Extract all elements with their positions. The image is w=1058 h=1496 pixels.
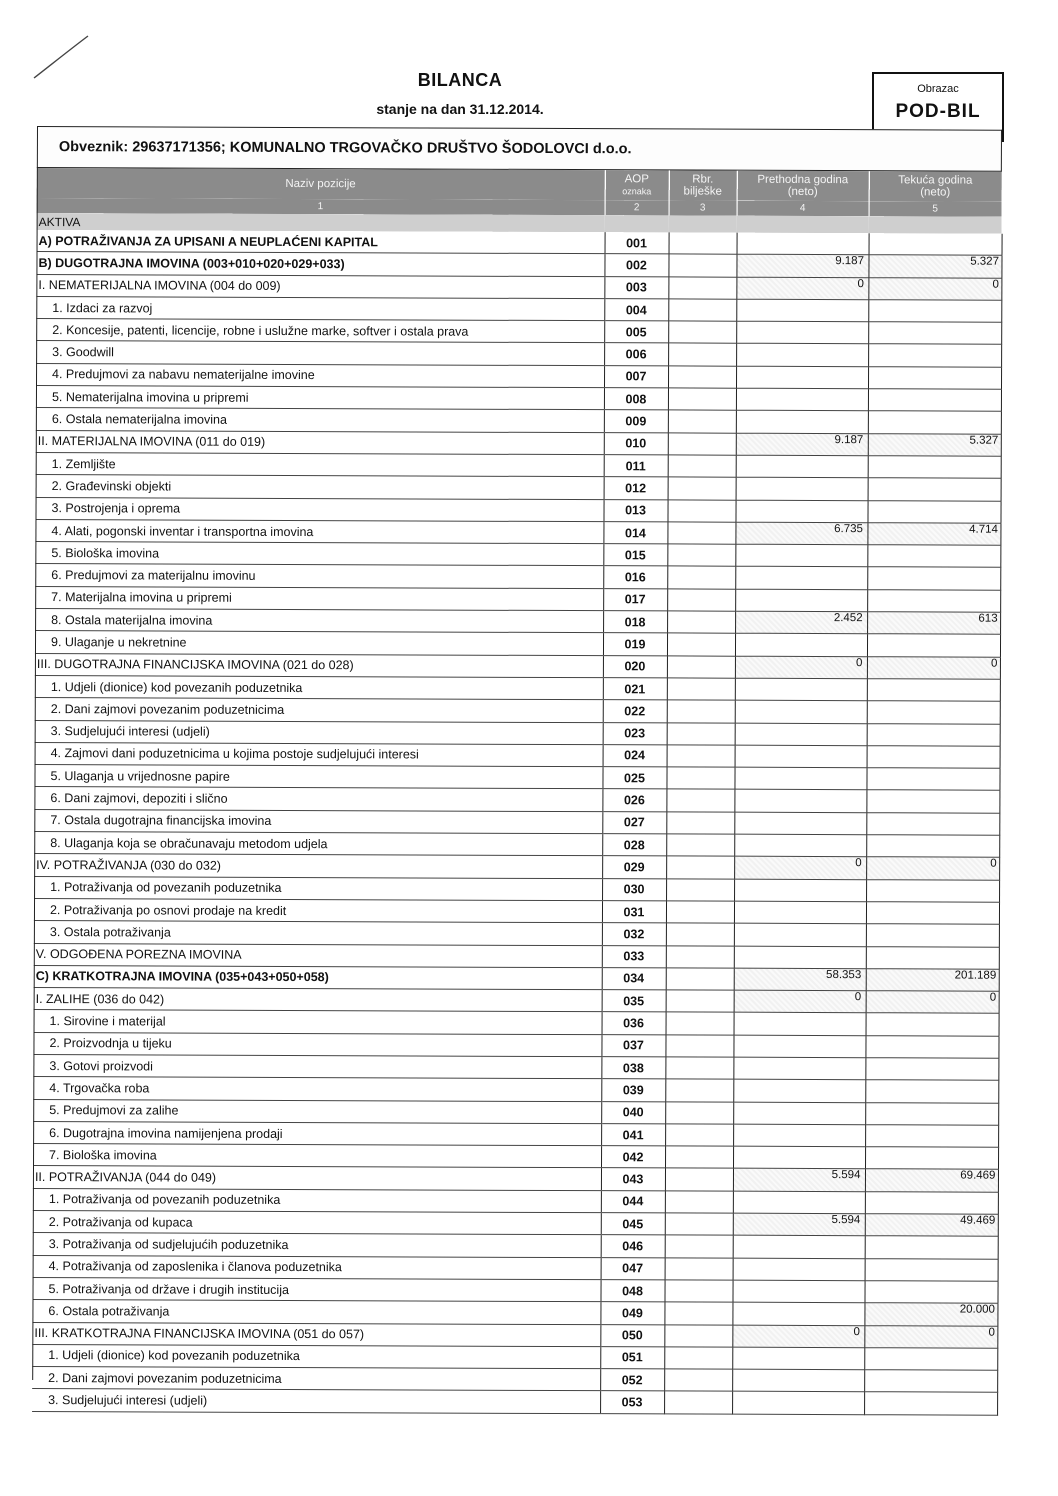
taxpayer-line: Obveznik: 29637171356; KOMUNALNO TRGOVAČKO DRUŠTVO ŠODOLOVCI d.o.o.: [37, 126, 1002, 172]
row-prev-year: 0: [734, 856, 866, 879]
row-aop: 052: [600, 1369, 664, 1392]
row-note: [666, 901, 734, 924]
row-current-year: [867, 589, 1000, 612]
header-name: [37, 168, 605, 200]
row-current-year: 0: [868, 277, 1001, 300]
row-prev-year: 58.353: [734, 968, 866, 991]
row-name: 1. Zemljište: [36, 452, 604, 476]
row-name: A) POTRAŽIVANJA ZA UPISANI A NEUPLAĆENI KAPITAL: [37, 230, 605, 254]
row-note: [664, 1280, 732, 1303]
row-note: [664, 1391, 732, 1414]
row-prev-year: [733, 1057, 865, 1080]
row-aop: 031: [602, 901, 666, 924]
row-aop: 002: [604, 254, 668, 277]
header-note-label: Rbr.: [692, 173, 714, 186]
row-note: [664, 1347, 732, 1370]
row-prev-year: [732, 1280, 864, 1303]
row-current-year: 201.189: [866, 968, 999, 991]
row-current-year: [865, 1080, 998, 1103]
row-note: [668, 366, 736, 389]
row-note: [666, 812, 734, 835]
row-note: [668, 277, 736, 300]
row-note: [666, 990, 734, 1013]
row-name: 6. Dani zajmovi, depoziti i slično: [34, 787, 602, 811]
row-aop: 051: [600, 1347, 664, 1370]
row-prev-year: 0: [735, 656, 867, 679]
row-name: 4. Zajmovi dani poduzetnicima u kojima postoje sudjelujući interesi: [35, 742, 603, 766]
row-current-year: [867, 567, 1000, 590]
row-current-year: 0: [866, 991, 999, 1014]
row-current-year: [867, 701, 1000, 724]
row-prev-year: [734, 834, 866, 857]
row-name: 6. Dugotrajna imovina namijenjena prodaji: [33, 1121, 601, 1145]
row-note: [667, 611, 735, 634]
row-note: [666, 767, 734, 790]
row-note: [665, 1213, 733, 1236]
row-note: [668, 455, 736, 478]
row-name: V. ODGOĐENA POREZNA IMOVINA: [34, 943, 602, 967]
row-name: 4. Predujmovi za nabavu nematerijalne imovine: [36, 363, 604, 387]
row-current-year: [867, 679, 1000, 702]
row-note: [664, 1324, 732, 1347]
row-aop: 004: [604, 299, 668, 322]
row-name: 1. Izdaci za razvoj: [36, 296, 604, 320]
row-current-year: 4.714: [867, 523, 1000, 546]
row-note: [667, 566, 735, 589]
row-name: 8. Ostala materijalna imovina: [35, 609, 603, 633]
row-current-year: [867, 500, 1000, 523]
row-current-year: [867, 634, 1000, 657]
row-note: [668, 433, 736, 456]
header-aop: [605, 170, 669, 200]
row-aop: 049: [600, 1302, 664, 1325]
row-current-year: [868, 389, 1001, 412]
row-current-year: [866, 879, 999, 902]
row-prev-year: 0: [732, 1325, 864, 1348]
row-name: 1. Udjeli (dionice) kod povezanih poduzetnika: [32, 1344, 600, 1368]
table-body: [32, 213, 1002, 1415]
row-current-year: 20.000: [864, 1303, 997, 1326]
row-note: [667, 700, 735, 723]
row-aop: 048: [600, 1280, 664, 1303]
row-note: [666, 879, 734, 902]
row-prev-year: 2.452: [735, 611, 867, 634]
row-note: [667, 745, 735, 768]
row-aop: 047: [601, 1257, 665, 1280]
row-note: [664, 1302, 732, 1325]
row-current-year: [868, 366, 1001, 389]
row-name: C) KRATKOTRAJNA IMOVINA (035+043+050+058): [34, 965, 602, 989]
row-current-year: [864, 1281, 997, 1304]
row-note: [665, 1079, 733, 1102]
table-header: [37, 168, 1002, 217]
row-name: I. ZALIHE (036 do 042): [34, 988, 602, 1012]
header-num-name: 1: [37, 198, 605, 215]
row-name: 4. Trgovačka roba: [33, 1077, 601, 1101]
row-note: [666, 789, 734, 812]
row-aop: 028: [602, 834, 666, 857]
row-name: 3. Ostala potraživanja: [34, 921, 602, 945]
row-name: 6. Predujmovi za materijalnu imovinu: [35, 564, 603, 588]
row-aop: 016: [603, 566, 667, 589]
row-name: III. DUGOTRAJNA FINANCIJSKA IMOVINA (021 do 028): [35, 653, 603, 677]
row-current-year: [868, 300, 1001, 323]
header-prev-label: Prethodna godina: [757, 173, 849, 187]
row-name: 4. Potraživanja od zaposlenika i članova poduzetnika: [33, 1255, 601, 1279]
row-aop: 019: [603, 633, 667, 656]
row-current-year: [866, 1013, 999, 1036]
row-aop: 023: [603, 722, 667, 745]
header-note-sub: bilješke: [683, 185, 722, 198]
row-aop: 035: [602, 990, 666, 1013]
header-aop-sub: oznaka: [622, 186, 652, 197]
row-prev-year: [735, 700, 867, 723]
row-prev-year: [734, 790, 866, 813]
row-aop: 042: [601, 1146, 665, 1169]
row-current-year: 0: [866, 857, 999, 880]
row-note: [664, 1369, 732, 1392]
form-code: POD-BIL: [895, 101, 981, 122]
row-name: 7. Biološka imovina: [33, 1144, 601, 1168]
row-name: 2. Potraživanja po osnovi prodaje na kredit: [34, 898, 602, 922]
row-aop: 040: [601, 1101, 665, 1124]
row-name: 2. Potraživanja od kupaca: [33, 1211, 601, 1235]
row-aop: 026: [602, 789, 666, 812]
row-aop: 038: [601, 1057, 665, 1080]
row-note: [668, 477, 736, 500]
row-aop: 012: [604, 477, 668, 500]
row-note: [665, 1235, 733, 1258]
row-name: 2. Proizvodnja u tijeku: [33, 1032, 601, 1056]
row-prev-year: 9.187: [736, 433, 868, 456]
row-current-year: [866, 835, 999, 858]
row-aop: 005: [604, 321, 668, 344]
row-current-year: [868, 322, 1001, 345]
row-aop: 039: [601, 1079, 665, 1102]
row-name: 9. Ulaganje u nekretnine: [35, 631, 603, 655]
row-current-year: [866, 790, 999, 813]
row-prev-year: [736, 388, 868, 411]
row-note: [666, 968, 734, 991]
row-prev-year: [736, 344, 868, 367]
row-current-year: [868, 456, 1001, 479]
row-name: 3. Gotovi proizvodi: [33, 1054, 601, 1078]
row-prev-year: 0: [734, 990, 866, 1013]
row-name: 5. Nematerijalna imovina u pripremi: [36, 386, 604, 410]
row-current-year: [865, 1191, 998, 1214]
row-note: [666, 923, 734, 946]
row-current-year: [866, 946, 999, 969]
row-aop: 045: [601, 1213, 665, 1236]
row-prev-year: 5.594: [733, 1169, 865, 1192]
row-aop: 043: [601, 1168, 665, 1191]
row-current-year: [867, 545, 1000, 568]
header-curr-sub: (neto): [920, 186, 951, 199]
header-note: [669, 170, 737, 200]
row-name: 5. Predujmovi za zalihe: [33, 1099, 601, 1123]
row-name: 2. Dani zajmovi povezanim poduzetnicima: [32, 1367, 600, 1391]
header-num-note: 3: [669, 200, 737, 215]
row-prev-year: [735, 678, 867, 701]
row-current-year: [865, 1125, 998, 1148]
row-aop: 041: [601, 1124, 665, 1147]
row-aop: 024: [603, 745, 667, 768]
row-note: [666, 945, 734, 968]
row-name: IV. POTRAŽIVANJA (030 do 032): [34, 854, 602, 878]
row-prev-year: [732, 1369, 864, 1392]
row-current-year: 0: [864, 1325, 997, 1348]
row-name: 3. Sudjelujući interesi (udjeli): [32, 1389, 600, 1413]
row-aop: 008: [604, 388, 668, 411]
row-prev-year: [736, 411, 868, 434]
row-prev-year: [735, 634, 867, 657]
row-current-year: [866, 812, 999, 835]
row-current-year: 613: [867, 612, 1000, 635]
row-name: I. NEMATERIJALNA IMOVINA (004 do 009): [36, 274, 604, 298]
row-name: II. MATERIJALNA IMOVINA (011 do 019): [36, 430, 604, 454]
row-note: [668, 343, 736, 366]
row-aop: 037: [601, 1034, 665, 1057]
row-name: 8. Ulaganja koja se obračunavaju metodom udjela: [34, 832, 602, 856]
row-note: [665, 1191, 733, 1214]
row-prev-year: [735, 723, 867, 746]
row-aop: 029: [602, 856, 666, 879]
row-prev-year: [736, 455, 868, 478]
header-num-aop: 2: [605, 200, 669, 215]
row-aop: 017: [603, 588, 667, 611]
row-current-year: [864, 1392, 997, 1415]
row-name: 2. Dani zajmovi povezanim poduzetnicima: [35, 698, 603, 722]
row-name: 1. Potraživanja od povezanih poduzetnika: [33, 1188, 601, 1212]
row-note: [667, 656, 735, 679]
row-name: 2. Građevinski objekti: [36, 475, 604, 499]
row-aop: 046: [601, 1235, 665, 1258]
row-aop: 010: [604, 432, 668, 455]
row-name: 3. Potraživanja od sudjelujućih poduzetnika: [33, 1233, 601, 1257]
header-curr: [869, 171, 1002, 202]
pen-stroke-mark: [32, 34, 92, 82]
row-aop: 032: [602, 923, 666, 946]
row-aop: 025: [602, 767, 666, 790]
row-aop: 020: [603, 655, 667, 678]
row-aop: 044: [601, 1190, 665, 1213]
row-name: 1. Udjeli (dionice) kod povezanih poduzetnika: [35, 675, 603, 699]
row-current-year: [866, 924, 999, 947]
row-name: 1. Sirovine i materijal: [34, 1010, 602, 1034]
row-current-year: [865, 1236, 998, 1259]
row-name: 7. Materijalna imovina u pripremi: [35, 586, 603, 610]
row-current-year: [869, 233, 1002, 255]
row-note: [668, 254, 736, 277]
row-prev-year: [734, 946, 866, 969]
row-current-year: [865, 1035, 998, 1058]
row-current-year: 49.469: [865, 1214, 998, 1237]
row-name: 7. Ostala dugotrajna financijska imovina: [34, 809, 602, 833]
row-prev-year: [735, 745, 867, 768]
row-name: 2. Koncesije, patenti, licencije, robne i uslužne marke, softver i ostala prava: [36, 319, 604, 343]
row-prev-year: [735, 567, 867, 590]
row-aop: 022: [603, 700, 667, 723]
row-note: [665, 1146, 733, 1169]
row-aop: 027: [602, 811, 666, 834]
row-name: 6. Ostala potraživanja: [32, 1300, 600, 1324]
row-prev-year: 5.594: [733, 1213, 865, 1236]
row-prev-year: [733, 1258, 865, 1281]
row-aop: 014: [603, 522, 667, 545]
row-prev-year: [735, 544, 867, 567]
row-prev-year: 0: [736, 277, 868, 300]
row-aop: 009: [604, 410, 668, 433]
row-note: [667, 544, 735, 567]
row-aop: 050: [600, 1324, 664, 1347]
header-aop-label: AOP: [624, 173, 649, 186]
row-prev-year: [734, 1013, 866, 1036]
row-prev-year: [732, 1347, 864, 1370]
row-note: [665, 1035, 733, 1058]
document-title-block: [330, 70, 590, 117]
row-aop: 018: [603, 611, 667, 634]
header-num-prev: 4: [737, 201, 869, 217]
row-aop: 015: [603, 544, 667, 567]
section-label: AKTIVA: [37, 213, 605, 232]
row-aop: 034: [602, 967, 666, 990]
row-aop: 021: [603, 678, 667, 701]
row-note: [665, 1168, 733, 1191]
row-note: [669, 232, 737, 254]
row-current-year: [865, 1258, 998, 1281]
row-name: 6. Ostala nematerijalna imovina: [36, 408, 604, 432]
row-aop: 013: [603, 499, 667, 522]
row-note: [668, 321, 736, 344]
row-aop: 036: [602, 1012, 666, 1035]
row-note: [667, 589, 735, 612]
row-prev-year: [734, 812, 866, 835]
row-prev-year: [736, 299, 868, 322]
row-prev-year: [733, 1236, 865, 1259]
row-prev-year: [737, 233, 869, 255]
row-note: [665, 1101, 733, 1124]
row-prev-year: [733, 1191, 865, 1214]
row-prev-year: [734, 767, 866, 790]
row-name: 3. Goodwill: [36, 341, 604, 365]
form-label: Obrazac: [917, 83, 959, 95]
row-prev-year: 6.735: [735, 522, 867, 545]
row-current-year: [865, 1102, 998, 1125]
row-note: [665, 1057, 733, 1080]
row-current-year: [865, 1147, 998, 1170]
row-prev-year: [733, 1124, 865, 1147]
row-prev-year: [736, 366, 868, 389]
row-prev-year: [734, 879, 866, 902]
header-prev: [737, 171, 869, 202]
row-note: [668, 410, 736, 433]
row-note: [666, 834, 734, 857]
row-note: [665, 1124, 733, 1147]
row-note: [667, 522, 735, 545]
row-name: II. POTRAŽIVANJA (044 do 049): [33, 1166, 601, 1190]
row-note: [668, 299, 736, 322]
row-prev-year: [733, 1079, 865, 1102]
row-current-year: 0: [867, 656, 1000, 679]
row-prev-year: [733, 1035, 865, 1058]
row-name: 1. Potraživanja od povezanih poduzetnika: [34, 876, 602, 900]
row-aop: 007: [604, 365, 668, 388]
row-prev-year: [732, 1392, 864, 1415]
row-current-year: 5.327: [868, 433, 1001, 456]
row-current-year: [865, 1058, 998, 1081]
balance-table: [32, 168, 1002, 1415]
row-name: 5. Biološka imovina: [35, 542, 603, 566]
header-prev-sub: (neto): [787, 185, 818, 198]
row-current-year: [868, 478, 1001, 501]
row-current-year: [864, 1370, 997, 1393]
row-prev-year: [736, 477, 868, 500]
row-current-year: [868, 411, 1001, 434]
header-curr-label: Tekuća godina: [898, 174, 973, 187]
balance-sheet: [32, 126, 1002, 1415]
row-current-year: [867, 746, 1000, 769]
row-prev-year: [735, 589, 867, 612]
row-name: 4. Alati, pogonski inventar i transportna imovina: [35, 519, 603, 543]
row-prev-year: [735, 500, 867, 523]
row-prev-year: [734, 901, 866, 924]
row-name: B) DUGOTRAJNA IMOVINA (003+010+020+029+033): [36, 252, 604, 276]
row-prev-year: [733, 1102, 865, 1125]
row-current-year: [864, 1348, 997, 1371]
row-current-year: [866, 768, 999, 791]
header-name-label: Naziv pozicije: [285, 177, 356, 191]
header-num-curr: 5: [869, 201, 1002, 217]
row-note: [666, 856, 734, 879]
row-note: [666, 1012, 734, 1035]
row-current-year: 69.469: [865, 1169, 998, 1192]
row-prev-year: [733, 1146, 865, 1169]
row-aop: 053: [600, 1391, 664, 1414]
row-prev-year: [732, 1302, 864, 1325]
row-name: 5. Potraživanja od države i drugih institucija: [32, 1277, 600, 1301]
row-name: III. KRATKOTRAJNA FINANCIJSKA IMOVINA (051 do 057): [32, 1322, 600, 1346]
row-prev-year: [736, 321, 868, 344]
document-date: stanje na dan 31.12.2014.: [376, 101, 544, 117]
row-note: [667, 499, 735, 522]
row-prev-year: 9.187: [736, 254, 868, 277]
row-note: [668, 388, 736, 411]
row-aop: 003: [604, 276, 668, 299]
row-current-year: [868, 344, 1001, 367]
row-note: [667, 633, 735, 656]
row-prev-year: [734, 923, 866, 946]
row-name: 3. Sudjelujući interesi (udjeli): [35, 720, 603, 744]
table-row: [32, 1389, 997, 1415]
row-current-year: [867, 723, 1000, 746]
row-name: 5. Ulaganja u vrijednosne papire: [34, 765, 602, 789]
row-current-year: [866, 902, 999, 925]
row-aop: 011: [604, 455, 668, 478]
row-note: [667, 722, 735, 745]
row-current-year: 5.327: [868, 255, 1001, 278]
row-aop: 033: [602, 945, 666, 968]
row-name: 3. Postrojenja i oprema: [35, 497, 603, 521]
document-title: BILANCA: [417, 70, 503, 90]
row-aop: 030: [602, 878, 666, 901]
row-aop: 006: [604, 343, 668, 366]
row-note: [667, 678, 735, 701]
row-aop: 001: [605, 232, 669, 254]
row-note: [665, 1258, 733, 1281]
